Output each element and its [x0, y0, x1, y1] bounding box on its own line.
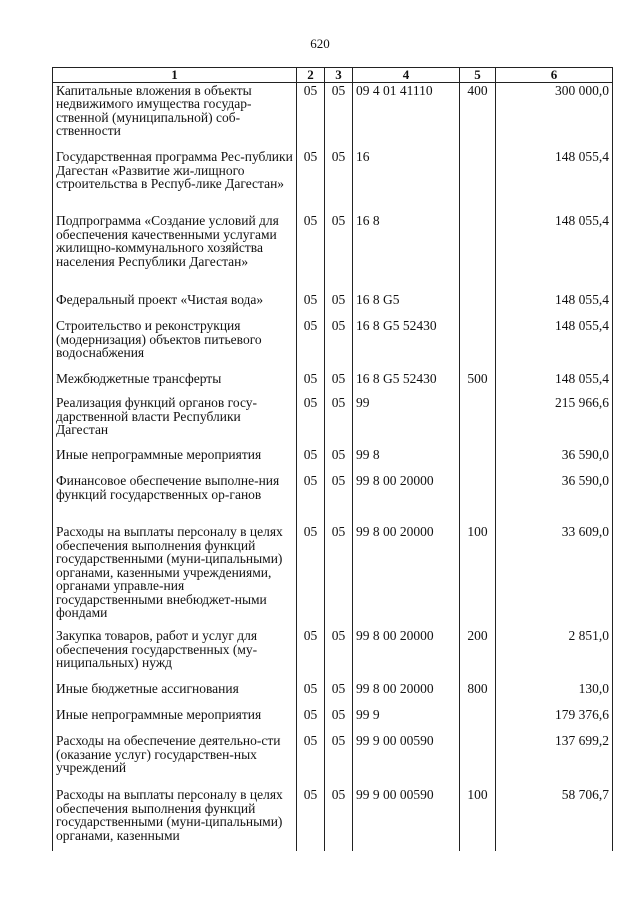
row-name: Закупка товаров, работ и услуг для обеспечения государственных (му-ниципальных) нужд [53, 628, 297, 681]
row-section: 05 [297, 149, 325, 213]
table-row [53, 213, 613, 292]
row-target-article: 99 8 00 20000 [353, 681, 460, 707]
row-amount: 2 851,0 [496, 628, 613, 681]
row-subsection: 05 [325, 787, 353, 851]
row-subsection: 05 [325, 395, 353, 447]
row-subsection: 05 [325, 292, 353, 318]
row-target-article: 99 9 00 00590 [353, 787, 460, 851]
row-name: Иные непрограммные мероприятия [53, 707, 297, 733]
row-expense-type [460, 733, 496, 787]
column-header-2: 2 [297, 68, 325, 83]
row-name: Строительство и реконструкция (модернизация) объектов питьевого водоснабжения [53, 318, 297, 371]
row-section: 05 [297, 524, 325, 628]
row-amount: 148 055,4 [496, 292, 613, 318]
row-expense-type [460, 447, 496, 473]
row-section: 05 [297, 473, 325, 524]
row-amount: 148 055,4 [496, 318, 613, 371]
row-amount: 148 055,4 [496, 371, 613, 395]
row-expense-type: 500 [460, 371, 496, 395]
row-expense-type [460, 395, 496, 447]
column-header-1: 1 [53, 68, 297, 83]
row-name: Расходы на выплаты персоналу в целях обеспечения выполнения функций государственными (муни-ципальными) органами, казенными учреждениями, органами управле-ния государственными внебюджет-ными фондами [53, 524, 297, 628]
row-expense-type [460, 213, 496, 292]
row-name: Межбюджетные трансферты [53, 371, 297, 395]
table-row [53, 707, 613, 733]
column-header-4: 4 [353, 68, 460, 83]
row-name: Расходы на обеспечение деятельно-сти (оказание услуг) государствен-ных учреждений [53, 733, 297, 787]
row-expense-type [460, 318, 496, 371]
row-expense-type: 200 [460, 628, 496, 681]
row-subsection: 05 [325, 82, 353, 149]
table-row [53, 149, 613, 213]
table-row [53, 733, 613, 787]
row-amount: 148 055,4 [496, 213, 613, 292]
row-amount: 36 590,0 [496, 473, 613, 524]
row-amount: 33 609,0 [496, 524, 613, 628]
column-header-6: 6 [496, 68, 613, 83]
table-row [53, 628, 613, 681]
row-subsection: 05 [325, 681, 353, 707]
table-row [53, 82, 613, 149]
row-expense-type: 100 [460, 524, 496, 628]
row-section: 05 [297, 395, 325, 447]
row-amount: 300 000,0 [496, 82, 613, 149]
table-row [53, 681, 613, 707]
row-target-article: 99 9 00 00590 [353, 733, 460, 787]
header-row [53, 68, 613, 83]
row-expense-type: 100 [460, 787, 496, 851]
row-expense-type [460, 473, 496, 524]
row-expense-type [460, 149, 496, 213]
row-target-article: 16 [353, 149, 460, 213]
row-expense-type: 800 [460, 681, 496, 707]
row-amount: 130,0 [496, 681, 613, 707]
column-header-3: 3 [325, 68, 353, 83]
table-row [53, 473, 613, 524]
row-section: 05 [297, 787, 325, 851]
row-section: 05 [297, 292, 325, 318]
row-amount: 179 376,6 [496, 707, 613, 733]
row-target-article: 99 8 00 20000 [353, 524, 460, 628]
row-section: 05 [297, 628, 325, 681]
row-name: Капитальные вложения в объекты недвижимого имущества государ-ственной (муниципальной) соб-ственности [53, 82, 297, 149]
row-amount: 58 706,7 [496, 787, 613, 851]
row-section: 05 [297, 82, 325, 149]
table-row [53, 292, 613, 318]
table-row [53, 395, 613, 447]
row-expense-type [460, 292, 496, 318]
row-target-article: 16 8 G5 52430 [353, 318, 460, 371]
row-expense-type: 400 [460, 82, 496, 149]
row-subsection: 05 [325, 473, 353, 524]
table-row [53, 524, 613, 628]
row-subsection: 05 [325, 318, 353, 371]
row-section: 05 [297, 707, 325, 733]
row-target-article: 16 8 [353, 213, 460, 292]
row-amount: 148 055,4 [496, 149, 613, 213]
row-section: 05 [297, 371, 325, 395]
table-row [53, 371, 613, 395]
row-expense-type [460, 707, 496, 733]
row-subsection: 05 [325, 213, 353, 292]
row-name: Расходы на выплаты персоналу в целях обеспечения выполнения функций государственными (муни-ципальными) органами, казенными [53, 787, 297, 851]
row-subsection: 05 [325, 371, 353, 395]
row-name: Иные непрограммные мероприятия [53, 447, 297, 473]
table-row [53, 787, 613, 851]
row-target-article: 99 [353, 395, 460, 447]
row-target-article: 99 9 [353, 707, 460, 733]
row-section: 05 [297, 733, 325, 787]
row-subsection: 05 [325, 733, 353, 787]
row-amount: 36 590,0 [496, 447, 613, 473]
row-subsection: 05 [325, 524, 353, 628]
row-target-article: 99 8 00 20000 [353, 628, 460, 681]
row-section: 05 [297, 681, 325, 707]
row-subsection: 05 [325, 707, 353, 733]
row-section: 05 [297, 213, 325, 292]
row-name: Государственная программа Рес-публики Дагестан «Развитие жи-лищного строительства в Респуб-лике Дагестан» [53, 149, 297, 213]
row-name: Подпрограмма «Создание условий для обеспечения качественными услугами жилищно-коммунального хозяйства населения Республики Дагестан» [53, 213, 297, 292]
column-header-5: 5 [460, 68, 496, 83]
row-target-article: 16 8 G5 [353, 292, 460, 318]
page-number: 620 [310, 36, 330, 51]
table-row [53, 447, 613, 473]
row-target-article: 16 8 G5 52430 [353, 371, 460, 395]
row-subsection: 05 [325, 628, 353, 681]
budget-table [52, 67, 613, 851]
row-name: Реализация функций органов госу-дарственной власти Республики Дагестан [53, 395, 297, 447]
row-name: Федеральный проект «Чистая вода» [53, 292, 297, 318]
table-row [53, 318, 613, 371]
row-target-article: 99 8 00 20000 [353, 473, 460, 524]
row-subsection: 05 [325, 447, 353, 473]
row-target-article: 99 8 [353, 447, 460, 473]
row-name: Финансовое обеспечение выполне-ния функций государственных ор-ганов [53, 473, 297, 524]
row-amount: 137 699,2 [496, 733, 613, 787]
row-section: 05 [297, 447, 325, 473]
row-amount: 215 966,6 [496, 395, 613, 447]
row-subsection: 05 [325, 149, 353, 213]
row-name: Иные бюджетные ассигнования [53, 681, 297, 707]
row-target-article: 09 4 01 41110 [353, 82, 460, 149]
row-section: 05 [297, 318, 325, 371]
